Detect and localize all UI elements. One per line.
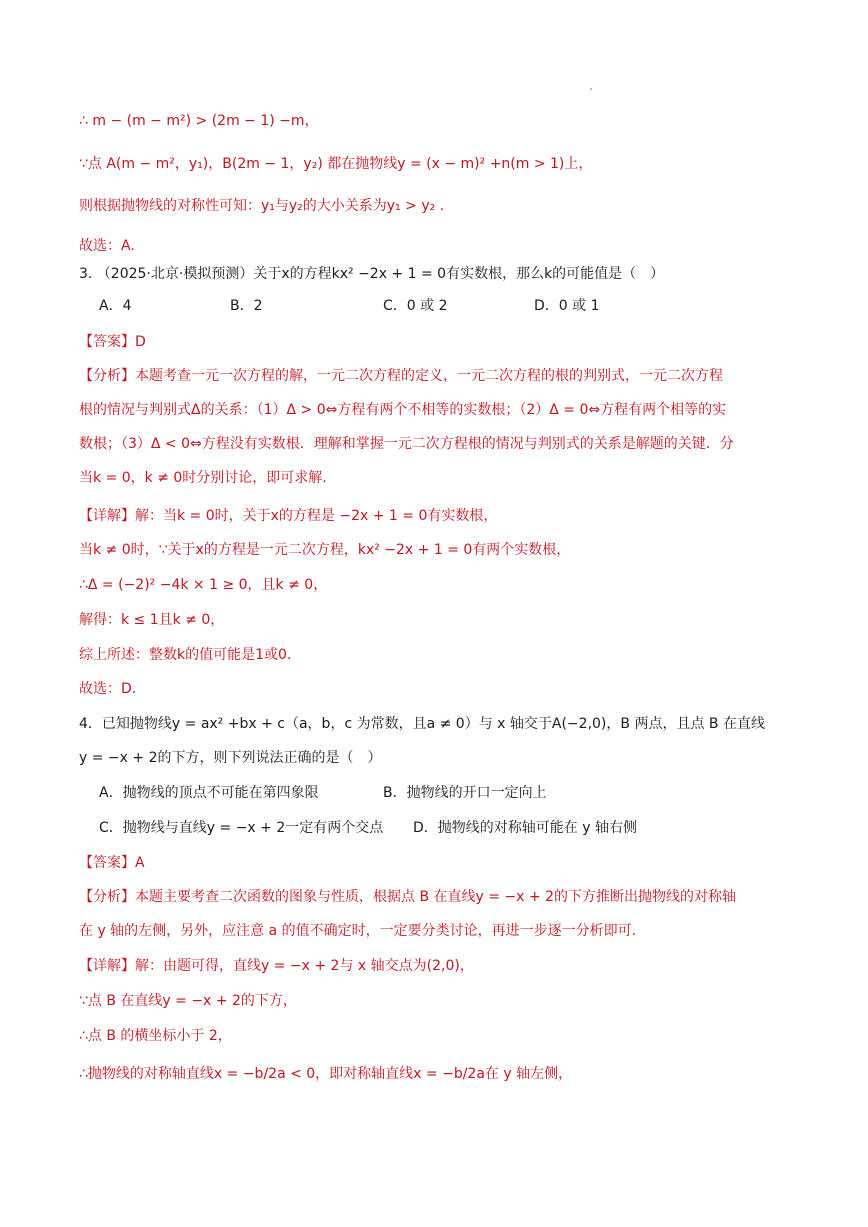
text-line: 根的情况与判别式Δ的关系：（1）Δ > 0⇔方程有两个不相等的实数根；（2）Δ = 0⇔方程有两个相等的实 [79,402,727,418]
detail-3: 【详解】解：当k = 0时，关于x的方程是 −2x + 1 = 0有实数根， [79,508,498,524]
q3-option-d: D．0 或 1 [534,298,600,314]
text-line: ∴ m − (m − m²) > (2m − 1) −m， [79,113,319,129]
q4-option-c: C．抛物线与直线y = −x + 2一定有两个交点 [99,820,384,836]
q3-option-b: B．2 [230,298,263,314]
text-line: 综上所述：整数k的值可能是1或0. [79,647,292,663]
analysis-4: 【分析】本题主要考查二次函数的图象与性质，根据点 B 在直线y = −x + 2的下方推断出抛物线的对称轴 [79,889,736,905]
q4-option-d: D．抛物线的对称轴可能在 y 轴右侧 [413,820,637,836]
question-4-cont: y = −x + 2的下方，则下列说法正确的是（ ） [79,750,382,766]
text-line: ∵点 A(m − m²，y₁)，B(2m − 1，y₂) 都在抛物线y = (x − m)² +n(m > 1)上， [79,156,593,172]
question-3: 3. （2025·北京·模拟预测）关于x的方程kx² −2x + 1 = 0有实数根，那么k的可能值是（ ） [79,266,665,282]
text-line: 当k = 0，k ≠ 0时分别讨论，即可求解. [79,470,327,486]
scan-dot [590,88,592,90]
text-line: ∴点 B 的横坐标小于 2， [79,1028,232,1044]
q4-option-b: B．抛物线的开口一定向上 [383,785,547,801]
q4-option-a: A．抛物线的顶点不可能在第四象限 [99,785,319,801]
text-line: 解得：k ≤ 1且k ≠ 0， [79,612,225,628]
text-line: 当k ≠ 0时，∵关于x的方程是一元二次方程，kx² −2x + 1 = 0有两个实数根， [79,542,571,558]
analysis-3: 【分析】本题考查一元一次方程的解，一元二次方程的定义，一元二次方程的根的判别式，一元二次方程 [79,368,723,384]
text-line: 故选：A. [79,238,135,254]
answer-3: 【答案】D [79,334,146,350]
text-line: ∴Δ = (−2)² −4k × 1 ≥ 0，且k ≠ 0， [79,577,328,593]
text-line: ∴抛物线的对称轴直线x = −b/2a < 0，即对称轴直线x = −b/2a在 y 轴左侧， [79,1066,573,1082]
text-line: 故选：D. [79,681,137,697]
detail-4: 【详解】解：由题可得，直线y = −x + 2与 x 轴交点为(2,0)， [79,958,474,974]
question-4: 4．已知抛物线y = ax² +bx + c（a，b，c 为常数，且a ≠ 0）与 x 轴交于A(−2,0)，B 两点，且点 B 在直线 [79,716,765,732]
q3-option-a: A．4 [99,298,132,314]
answer-4: 【答案】A [79,855,145,871]
text-line: 数根；（3）Δ < 0⇔方程没有实数根．理解和掌握一元二次方程根的情况与判别式的关系是解题的关键．分 [79,436,734,452]
q3-option-c: C．0 或 2 [383,298,448,314]
text-line: ∵点 B 在直线y = −x + 2的下方， [79,993,297,1009]
text-line: 在 y 轴的左侧，另外，应注意 a 的值不确定时，一定要分类讨论，再进一步逐一分析即可. [79,923,637,939]
text-line: 则根据抛物线的对称性可知：y₁与y₂的大小关系为y₁ > y₂ . [79,198,445,214]
